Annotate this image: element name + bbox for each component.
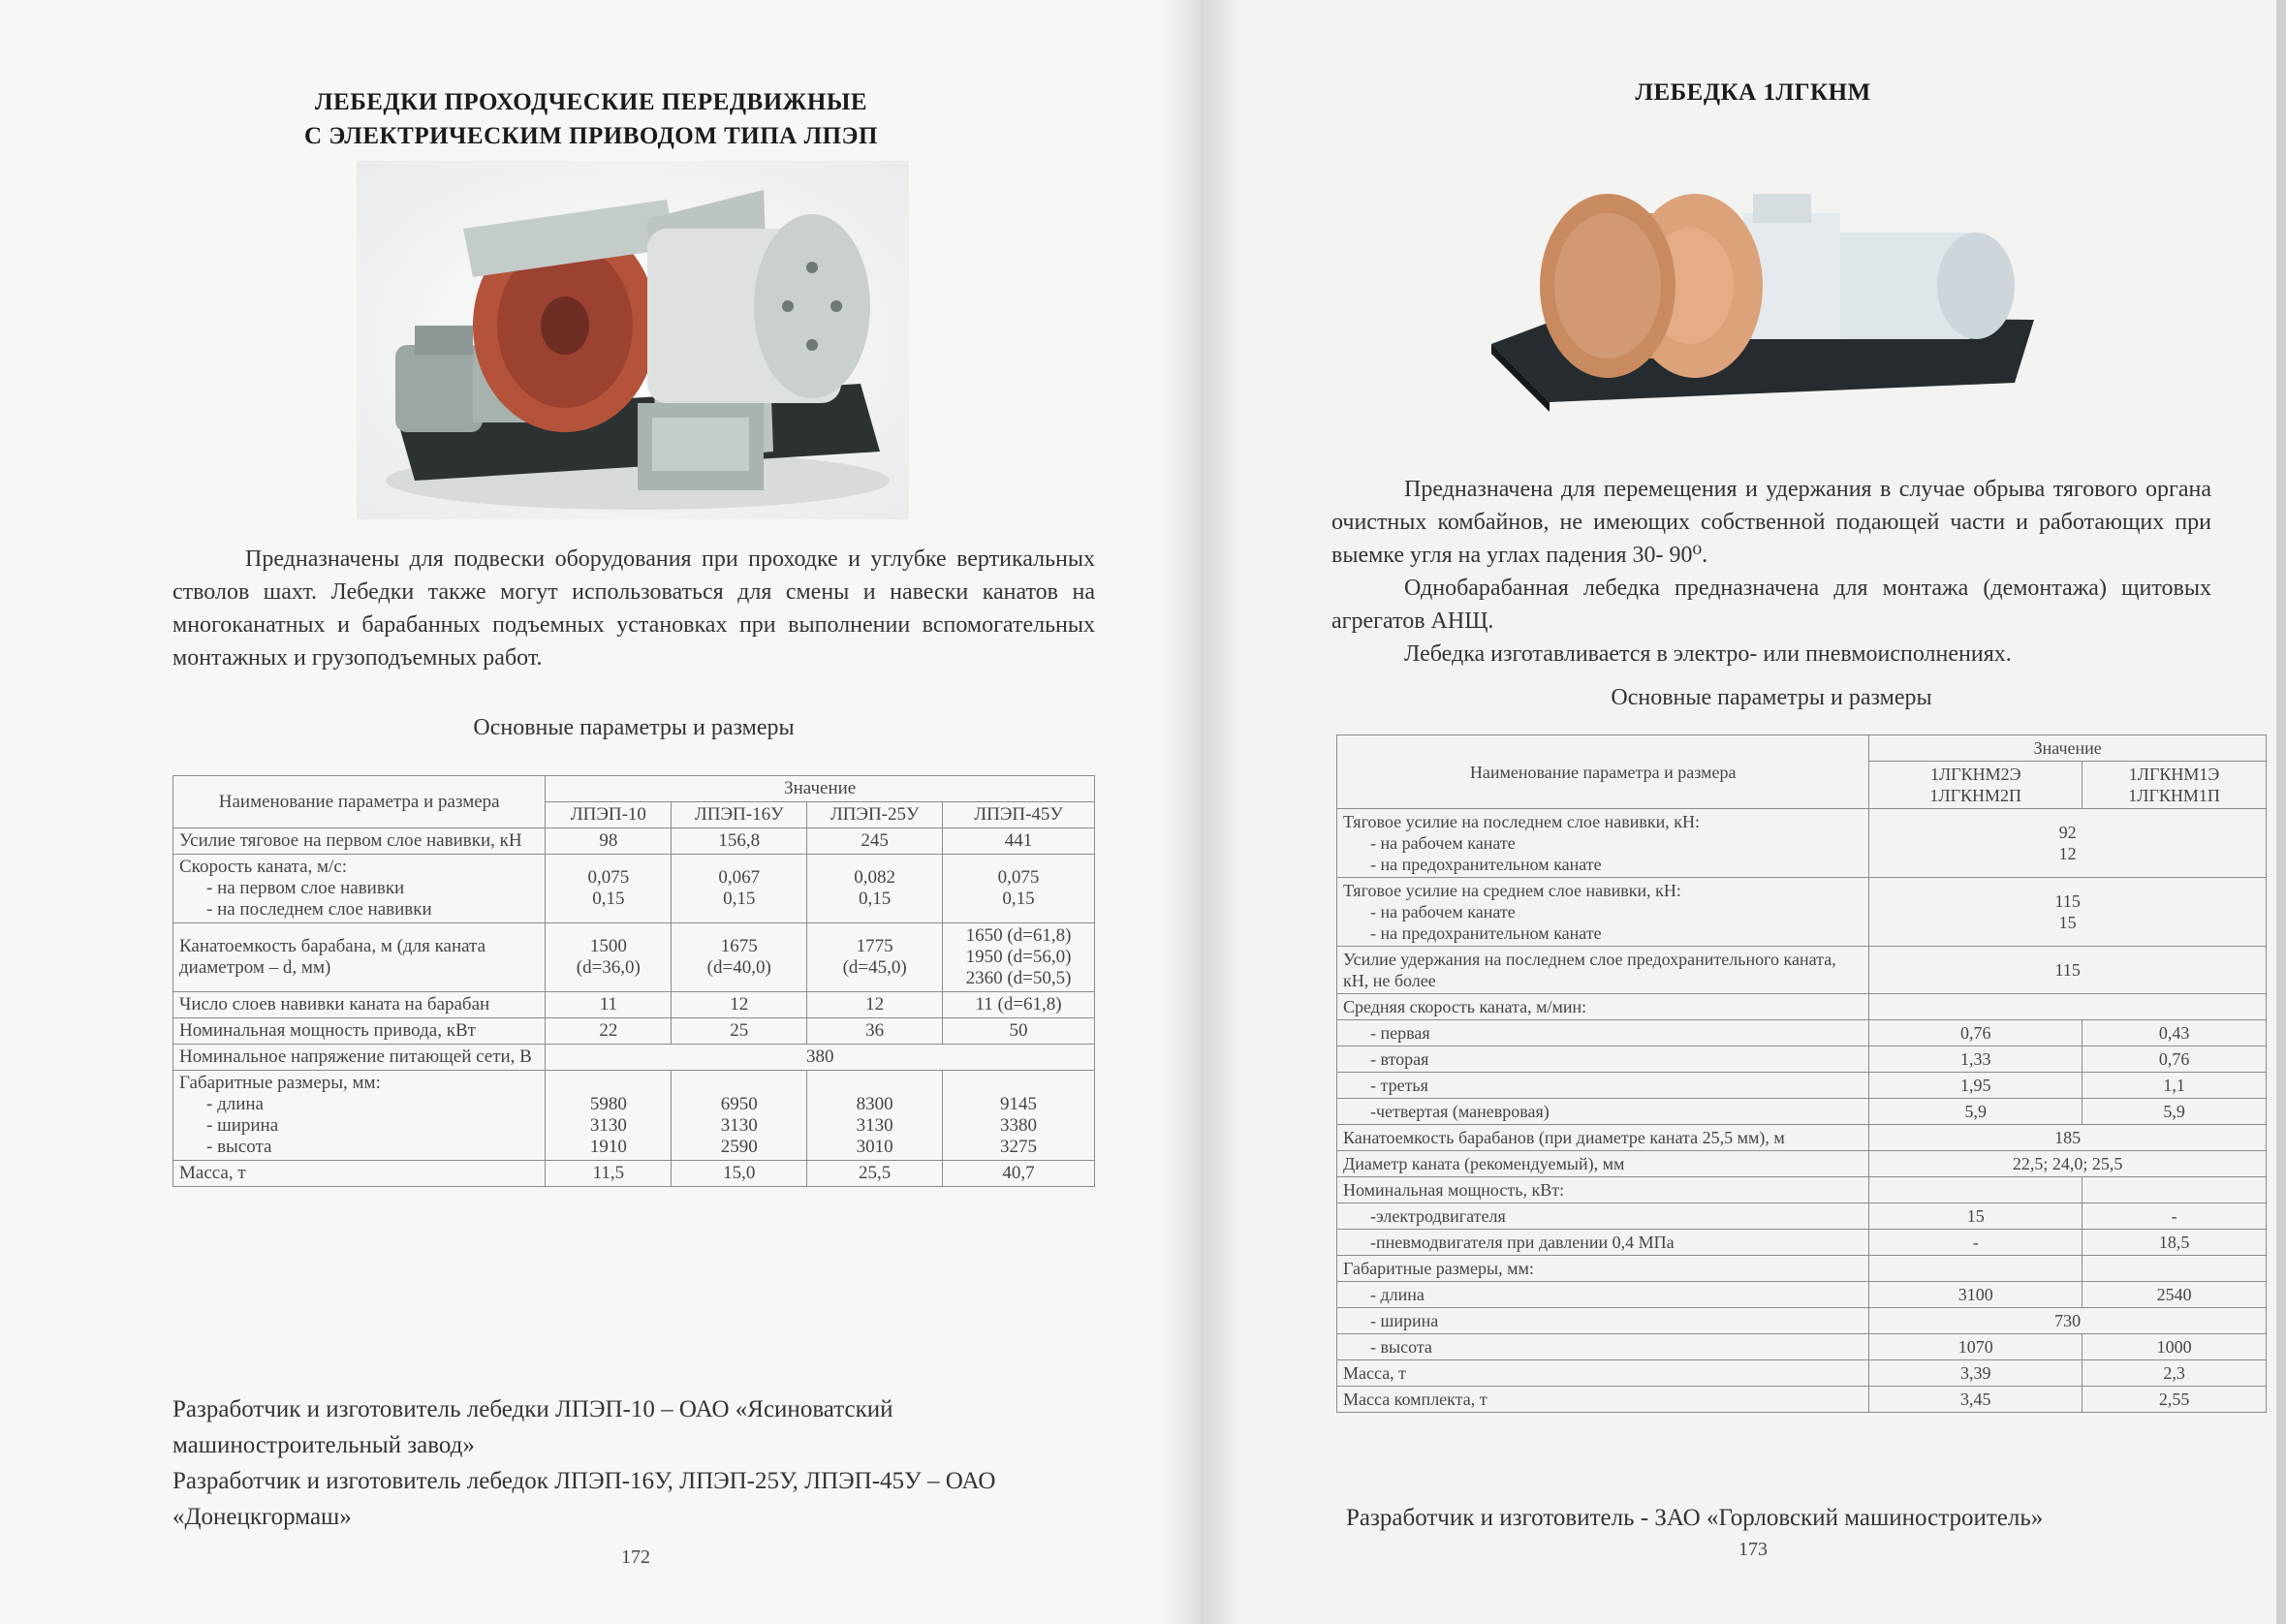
model-header: ЛПЭП-10 — [546, 802, 672, 828]
row-value: 25 — [672, 1018, 807, 1045]
row-value: 12 — [807, 992, 943, 1018]
table-row: - ширина 730 — [1337, 1308, 2267, 1334]
model-header: 1ЛГКНМ1Э 1ЛГКНМ1П — [2082, 762, 2267, 809]
right-page-number: 173 — [1738, 1539, 1768, 1560]
table-row — [173, 992, 1095, 1018]
row-value: 98 — [546, 828, 672, 855]
row-value: 25,5 — [807, 1161, 943, 1187]
right-table-caption: Основные параметры и размеры — [1611, 685, 1932, 710]
row-value: 6950 3130 2590 — [672, 1071, 807, 1161]
table-row — [173, 923, 1095, 992]
left-table-caption: Основные параметры и размеры — [473, 715, 795, 740]
table-row: -пневмодвигателя при давлении 0,4 МПа - 18,5 — [1337, 1230, 2267, 1256]
row-value: 50 — [943, 1018, 1095, 1045]
row-value: 0,082 0,15 — [807, 855, 943, 923]
param-header: Наименование параметра и размера — [173, 776, 546, 828]
table-row — [1337, 809, 2267, 878]
param-header: Наименование параметра и размера — [1337, 735, 1869, 809]
left-title-line-1: ЛЕБЕДКИ ПРОХОДЧЕСКИЕ ПЕРЕДВИЖНЫЕ — [314, 89, 868, 115]
row-value: 5980 3130 1910 — [546, 1071, 672, 1161]
winch-1lgknm-photo — [1491, 174, 2034, 426]
row-name: Тяговое усилие на среднем слое навивки, кН: - на рабочем канате - на предохранительном канате — [1337, 878, 1869, 947]
value-header: Значение — [1869, 735, 2267, 762]
row-value: 12 — [672, 992, 807, 1018]
left-title-line-2: С ЭЛЕКТРИЧЕСКИМ ПРИВОДОМ ТИПА ЛПЭП — [304, 123, 878, 149]
row-value: 22 — [546, 1018, 672, 1045]
row-value: 15,0 — [672, 1161, 807, 1187]
row-value: 380 — [546, 1045, 1095, 1071]
row-value: 1675 (d=40,0) — [672, 923, 807, 992]
left-description: Предназначены для подвески оборудования при проходке и углубке вертикальных стволов шахт. Лебедки также могут использоваться для смены и навески канатов на многоканатных и барабанных подъемных установках при выполнении вспомогательных монтажных и грузоподъемных работ. — [172, 547, 1095, 671]
table-row: -электродвигателя 15 - — [1337, 1203, 2267, 1230]
row-name: Масса, т — [173, 1161, 546, 1187]
table-row: - высота 1070 1000 — [1337, 1334, 2267, 1360]
left-page-number: 172 — [621, 1546, 650, 1568]
row-value: 0,075 0,15 — [943, 855, 1095, 923]
table-row: Габаритные размеры, мм: — [1337, 1256, 2267, 1282]
row-value: 441 — [943, 828, 1095, 855]
table-row — [173, 1045, 1095, 1071]
row-value: 0,067 0,15 — [672, 855, 807, 923]
row-name: Число слоев навивки каната на барабан — [173, 992, 546, 1018]
row-value: 1650 (d=61,8) 1950 (d=56,0) 2360 (d=50,5) — [943, 923, 1095, 992]
right-footer: Разработчик и изготовитель - ЗАО «Горловский машиностроитель» — [1346, 1505, 2044, 1531]
table-row: - длина 3100 2540 — [1337, 1282, 2267, 1308]
row-value: 11 (d=61,8) — [943, 992, 1095, 1018]
row-name: Скорость каната, м/с: - на первом слое навивки - на последнем слое навивки — [173, 855, 546, 923]
row-value: 156,8 — [672, 828, 807, 855]
winch-lpep-photo — [357, 161, 909, 519]
row-value: 8300 3130 3010 — [807, 1071, 943, 1161]
row-name: Номинальное напряжение питающей сети, В — [173, 1045, 546, 1071]
model-header: ЛПЭП-16У — [672, 802, 807, 828]
row-value: 245 — [807, 828, 943, 855]
row-name: Усилие тяговое на первом слое навивки, кН — [173, 828, 546, 855]
row-name: Канатоемкость барабана, м (для каната диаметром – d, мм) — [173, 923, 546, 992]
table-row — [173, 1071, 1095, 1161]
table-row: - третья 1,95 1,1 — [1337, 1073, 2267, 1099]
table-row — [1337, 947, 2267, 994]
left-footer-line-2: Разработчик и изготовитель лебедок ЛПЭП-16У, ЛПЭП-25У, ЛПЭП-45У – ОАО «Донецкгормаш» — [172, 1468, 996, 1530]
row-value: 36 — [807, 1018, 943, 1045]
right-para-2: Однобарабанная лебедка предназначена для монтажа (демонтажа) щитовых агрегатов АНЩ. — [1331, 576, 2211, 634]
table-row — [173, 855, 1095, 923]
table-row — [1337, 878, 2267, 947]
row-value: 115 15 — [1869, 878, 2267, 947]
row-value: 11 — [546, 992, 672, 1018]
right-title: ЛЕБЕДКА 1ЛГКНМ — [1635, 79, 1871, 106]
table-row: - вторая 1,33 0,76 — [1337, 1046, 2267, 1073]
value-header: Значение — [546, 776, 1095, 802]
table-row: -четвертая (маневровая) 5,9 5,9 — [1337, 1099, 2267, 1125]
right-para-3: Лебедка изготавливается в электро- или пневмоисполнениях. — [1404, 641, 2012, 667]
table-row — [173, 1161, 1095, 1187]
table-row — [1337, 994, 2267, 1020]
row-value: 9145 3380 3275 — [943, 1071, 1095, 1161]
model-header: ЛПЭП-45У — [943, 802, 1095, 828]
table-header-row — [173, 776, 1095, 802]
left-footer — [172, 1391, 1045, 1535]
left-title — [194, 85, 988, 153]
right-para-1: Предназначена для перемещения и удержания в случае обрыва тягового органа очистных комбайнов, не имеющих собственной подающей части и работающих при выемке угля на углах падения 30- 90⁰. — [1331, 477, 2211, 568]
row-value: 40,7 — [943, 1161, 1095, 1187]
model-header: ЛПЭП-25У — [807, 802, 943, 828]
table-header-row — [1337, 735, 2267, 762]
left-footer-line-1: Разработчик и изготовитель лебедки ЛПЭП-10 – ОАО «Ясиноватский машиностроительный завод» — [172, 1396, 893, 1458]
table-row — [173, 828, 1095, 855]
row-value: 1775 (d=45,0) — [807, 923, 943, 992]
left-spec-table — [172, 775, 1095, 1187]
table-row: Канатоемкость барабанов (при диаметре каната 25,5 мм), м 185 — [1337, 1125, 2267, 1151]
table-row: Масса комплекта, т 3,45 2,55 — [1337, 1387, 2267, 1413]
model-header: 1ЛГКНМ2Э 1ЛГКНМ2П — [1869, 762, 2082, 809]
row-value: 11,5 — [546, 1161, 672, 1187]
right-page — [1201, 0, 2286, 1624]
row-name: Тяговое усилие на последнем слое навивки, кН: - на рабочем канате - на предохранительном канате — [1337, 809, 1869, 878]
row-value: 1500 (d=36,0) — [546, 923, 672, 992]
row-value: 92 12 — [1869, 809, 2267, 878]
table-row: - первая 0,76 0,43 — [1337, 1020, 2267, 1046]
table-row: Масса, т 3,39 2,3 — [1337, 1360, 2267, 1387]
row-name: Усилие удержания на последнем слое предохранительного каната, кН, не более — [1337, 947, 1869, 994]
table-row — [173, 1018, 1095, 1045]
row-value: 115 — [1869, 947, 2267, 994]
table-row: Диаметр каната (рекомендуемый), мм 22,5; 24,0; 25,5 — [1337, 1151, 2267, 1177]
row-name: Номинальная мощность привода, кВт — [173, 1018, 546, 1045]
row-value: 0,075 0,15 — [546, 855, 672, 923]
table-row: Номинальная мощность, кВт: — [1337, 1177, 2267, 1203]
row-name: Средняя скорость каната, м/мин: — [1337, 994, 1869, 1020]
row-name: Габаритные размеры, мм: - длина - ширина - высота — [173, 1071, 546, 1161]
right-spec-table — [1336, 734, 2267, 1413]
